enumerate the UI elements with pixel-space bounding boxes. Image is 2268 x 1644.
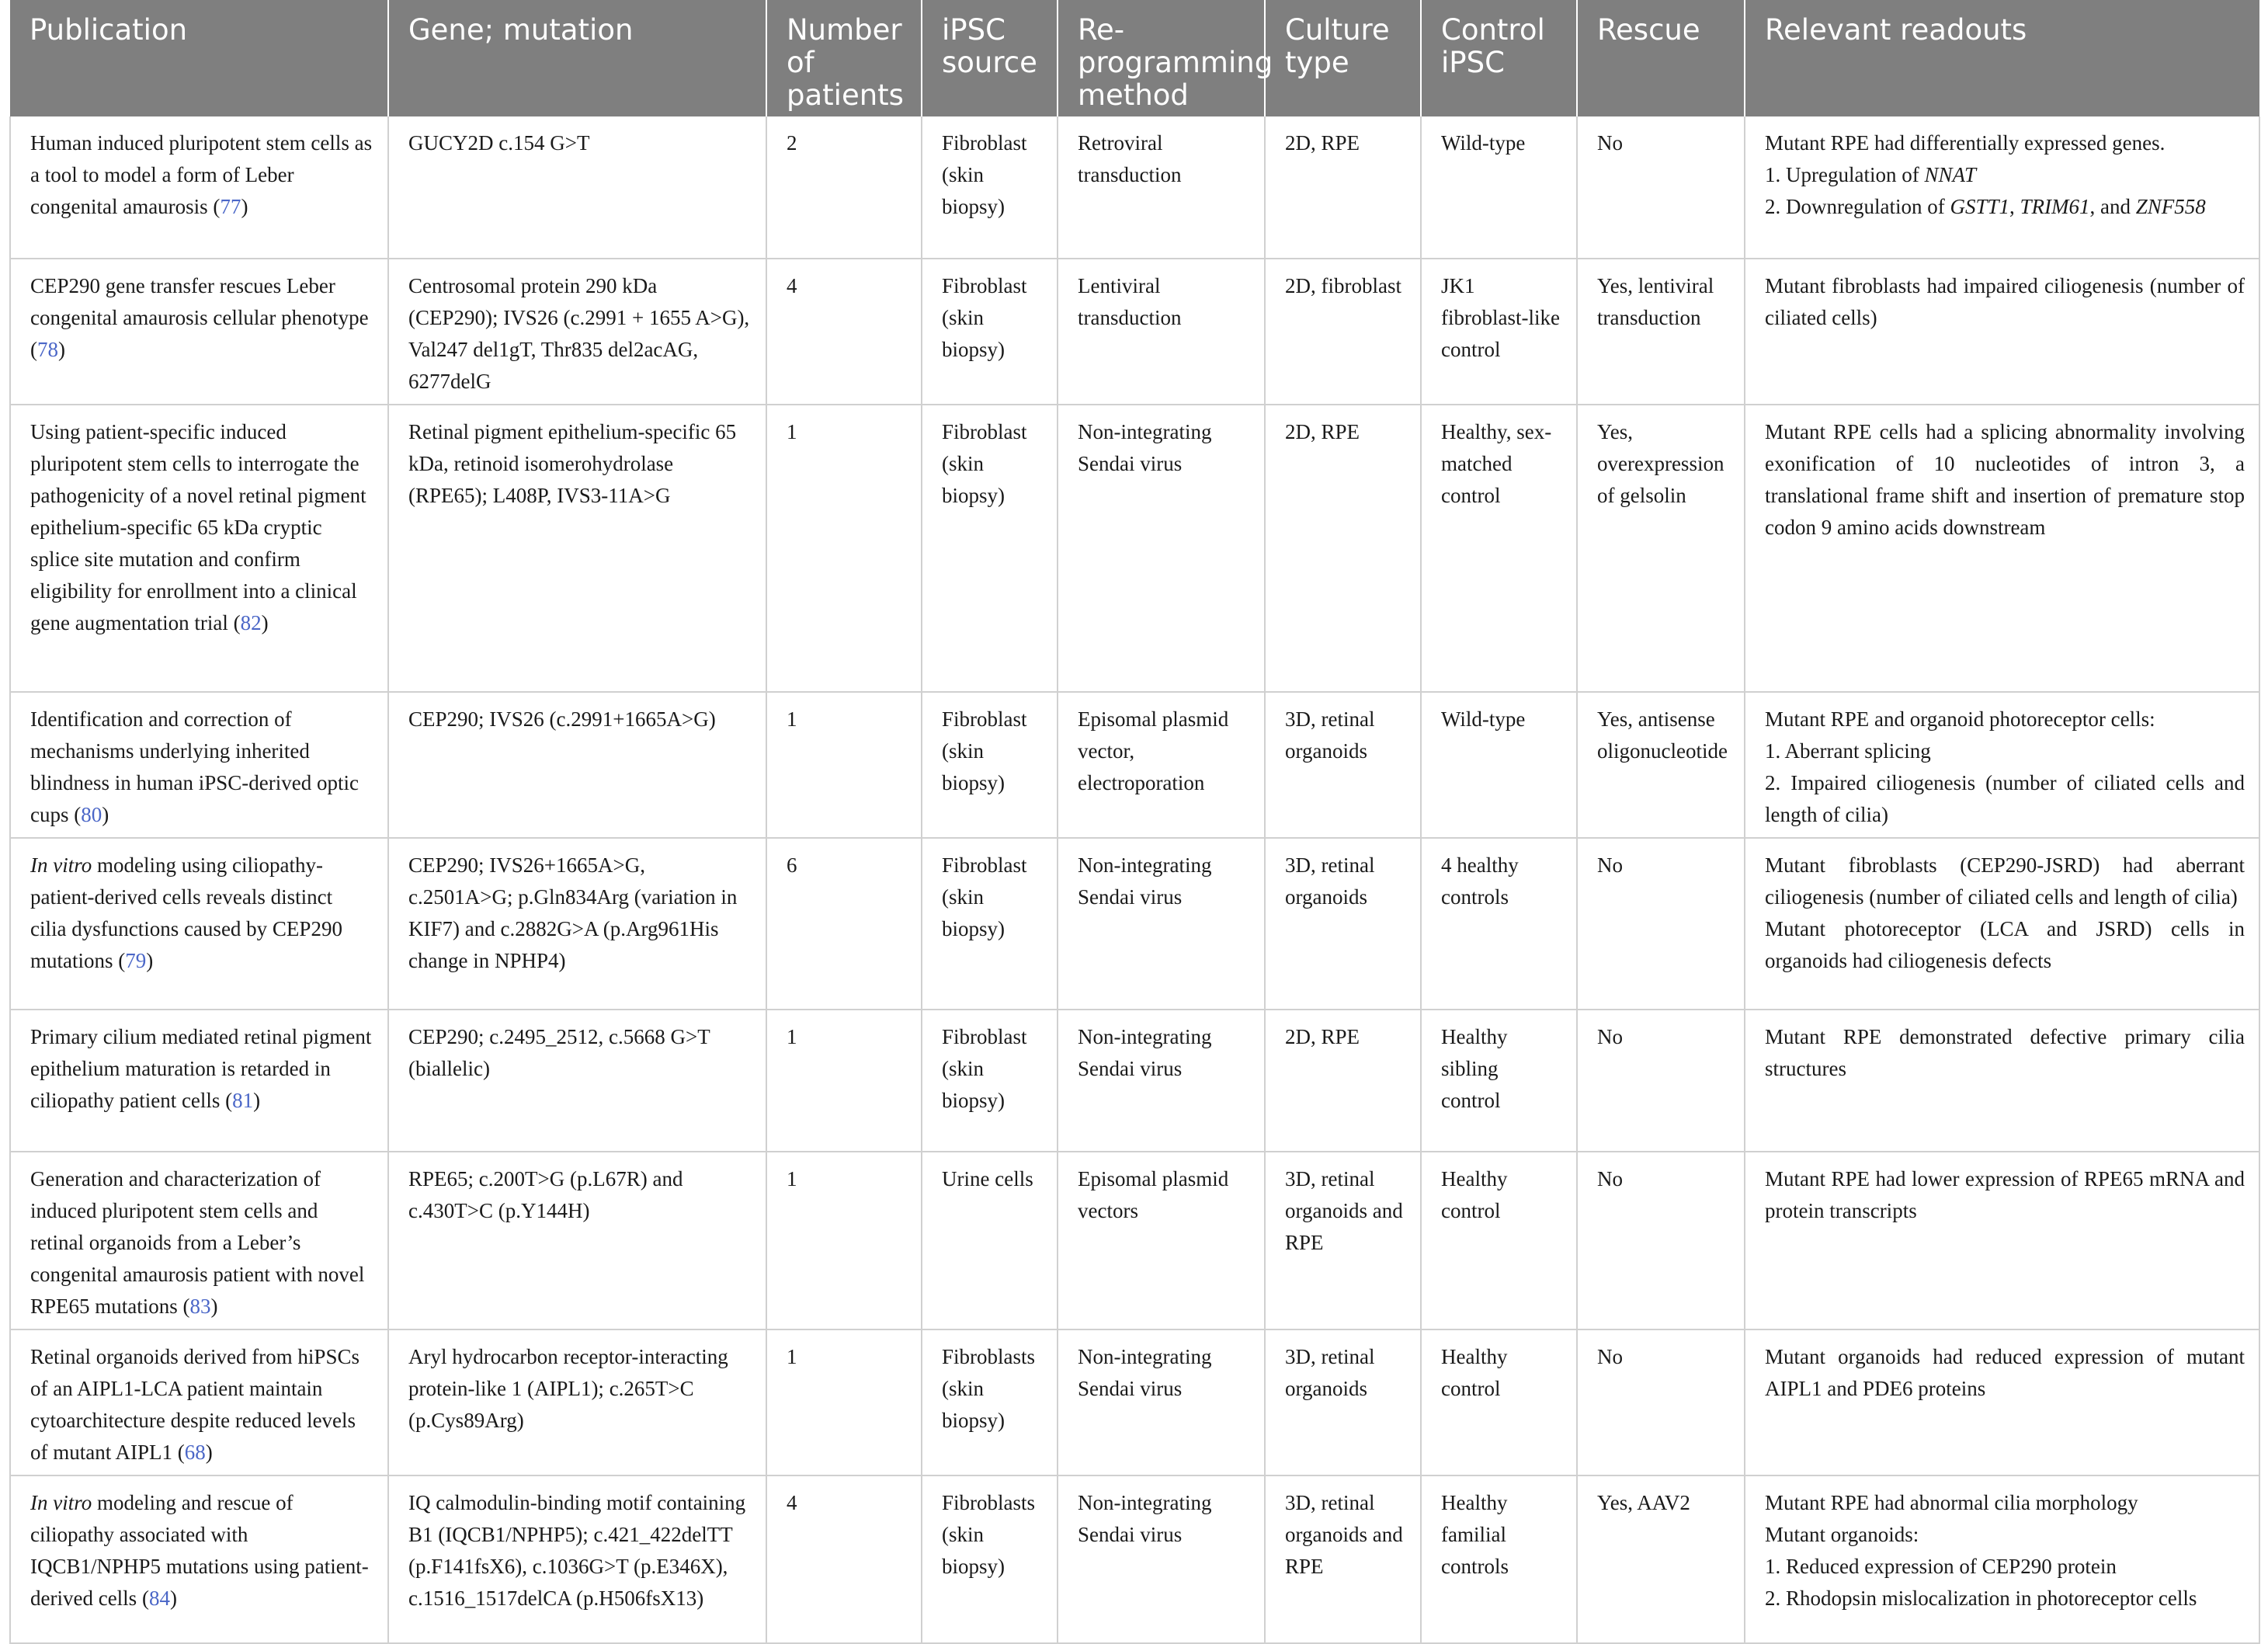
cell-reprogramming-method: Non-integrating Sendai virus <box>1058 1329 1265 1475</box>
reference-link[interactable]: 77 <box>220 195 241 218</box>
cell-rescue: Yes, lentiviral transduction <box>1577 259 1745 405</box>
publication-italic-prefix: In vitro <box>30 853 92 877</box>
readout-line: 2. Impaired ciliogenesis (number of ciliated cells and length of cilia) <box>1765 771 2245 826</box>
readout-line: Mutant RPE and organoid photoreceptor cells: <box>1765 707 2155 731</box>
cell-publication: CEP290 gene transfer rescues Leber congenital amaurosis cellular phenotype (78) <box>10 259 388 405</box>
cell-rescue: Yes, overexpression of gelsolin <box>1577 405 1745 692</box>
table-row <box>10 1329 2259 1475</box>
cell-publication: In vitro modeling and rescue of ciliopathy associated with IQCB1/NPHP5 mutations using patient-derived cells (84) <box>10 1475 388 1643</box>
cell-culture-type: 3D, retinal organoids <box>1265 838 1421 1010</box>
reference-link[interactable]: 81 <box>232 1089 254 1112</box>
cell-number-of-patients: 2 <box>766 116 922 259</box>
header-ipsc-source: iPSC source <box>922 0 1058 116</box>
cell-rescue: No <box>1577 838 1745 1010</box>
cell-culture-type: 3D, retinal organoids and RPE <box>1265 1475 1421 1643</box>
cell-ipsc-source: Fibroblast (skin biopsy) <box>922 692 1058 838</box>
readout-line: Mutant RPE demonstrated defective primary cilia structures <box>1765 1025 2245 1080</box>
cell-ipsc-source: Fibroblasts (skin biopsy) <box>922 1329 1058 1475</box>
cell-ipsc-source: Fibroblast (skin biopsy) <box>922 116 1058 259</box>
cell-culture-type: 2D, fibroblast <box>1265 259 1421 405</box>
header-gene-mutation: Gene; mutation <box>388 0 766 116</box>
cell-control-ipsc: Healthy control <box>1421 1152 1577 1329</box>
cell-reprogramming-method: Non-integrating Sendai virus <box>1058 838 1265 1010</box>
header-number-of-patients: Number of patients <box>766 0 922 116</box>
cell-reprogramming-method: Lentiviral transduction <box>1058 259 1265 405</box>
cell-culture-type: 2D, RPE <box>1265 116 1421 259</box>
publication-italic-prefix: In vitro <box>30 1491 92 1514</box>
header-rescue: Rescue <box>1577 0 1745 116</box>
header-publication: Publication <box>10 0 388 116</box>
cell-gene-mutation: CEP290; IVS26+1665A>G, c.2501A>G; p.Gln834Arg (variation in KIF7) and c.2882G>A (p.Arg961His change in NPHP4) <box>388 838 766 1010</box>
cell-control-ipsc: Wild-type <box>1421 116 1577 259</box>
cell-culture-type: 3D, retinal organoids <box>1265 692 1421 838</box>
cell-number-of-patients: 4 <box>766 1475 922 1643</box>
cell-gene-mutation: Centrosomal protein 290 kDa (CEP290); IVS26 (c.2991 + 1655 A>G), Val247 del1gT, Thr835 del2acAG, 6277delG <box>388 259 766 405</box>
cell-number-of-patients: 1 <box>766 1010 922 1152</box>
cell-reprogramming-method: Episomal plasmid vectors <box>1058 1152 1265 1329</box>
cell-reprogramming-method: Non-integrating Sendai virus <box>1058 1475 1265 1643</box>
cell-publication: In vitro modeling using ciliopathy-patient-derived cells reveals distinct cilia dysfunctions caused by CEP290 mutations (79) <box>10 838 388 1010</box>
cell-relevant-readouts <box>1745 1010 2259 1152</box>
cell-reprogramming-method: Non-integrating Sendai virus <box>1058 1010 1265 1152</box>
cell-relevant-readouts <box>1745 1329 2259 1475</box>
header-relevant-readouts: Relevant readouts <box>1745 0 2259 116</box>
cell-control-ipsc: Healthy, sex-matched control <box>1421 405 1577 692</box>
reference-link[interactable]: 78 <box>37 338 58 361</box>
reference-link[interactable]: 83 <box>189 1295 211 1318</box>
cell-gene-mutation: CEP290; IVS26 (c.2991+1665A>G) <box>388 692 766 838</box>
header-culture-type: Culture type <box>1265 0 1421 116</box>
cell-relevant-readouts <box>1745 259 2259 405</box>
readout-line: Mutant fibroblasts (CEP290-JSRD) had aberrant ciliogenesis (number of ciliated cells and length of cilia) <box>1765 853 2245 909</box>
cell-gene-mutation: Aryl hydrocarbon receptor-interacting protein-like 1 (AIPL1); c.265T>C (p.Cys89Arg) <box>388 1329 766 1475</box>
cell-number-of-patients: 1 <box>766 1152 922 1329</box>
cell-rescue: Yes, antisense oligonucleotide <box>1577 692 1745 838</box>
cell-reprogramming-method: Episomal plasmid vector, electroporation <box>1058 692 1265 838</box>
readout-line: 1. Upregulation of NNAT <box>1765 163 1976 186</box>
cell-relevant-readouts <box>1745 116 2259 259</box>
cell-culture-type: 2D, RPE <box>1265 405 1421 692</box>
cell-ipsc-source: Fibroblast (skin biopsy) <box>922 838 1058 1010</box>
table-row <box>10 1010 2259 1152</box>
readout-line: Mutant organoids had reduced expression of mutant AIPL1 and PDE6 proteins <box>1765 1345 2245 1400</box>
readout-line: Mutant organoids: <box>1765 1523 1919 1546</box>
cell-culture-type: 2D, RPE <box>1265 1010 1421 1152</box>
cell-gene-mutation: CEP290; c.2495_2512, c.5668 G>T (biallelic) <box>388 1010 766 1152</box>
header-row <box>10 0 2259 116</box>
reference-link[interactable]: 68 <box>184 1441 206 1464</box>
cell-number-of-patients: 1 <box>766 692 922 838</box>
cell-reprogramming-method: Retroviral transduction <box>1058 116 1265 259</box>
cell-publication: Human induced pluripotent stem cells as a tool to model a form of Leber congenital amaurosis (77) <box>10 116 388 259</box>
cell-rescue: No <box>1577 116 1745 259</box>
reference-link[interactable]: 80 <box>81 803 102 826</box>
cell-number-of-patients: 1 <box>766 405 922 692</box>
cell-reprogramming-method: Non-integrating Sendai virus <box>1058 405 1265 692</box>
publication-title: Using patient-specific induced pluripotent stem cells to interrogate the pathogenicity of a novel retinal pigment epithelium-specific 65 kDa cryptic splice site mutation and confirm eligibility for enrollment into a clinical gene augmentation trial ( <box>30 420 366 634</box>
readout-line: 1. Reduced expression of CEP290 protein <box>1765 1555 2117 1578</box>
table-row <box>10 1152 2259 1329</box>
cell-control-ipsc: 4 healthy controls <box>1421 838 1577 1010</box>
publication-table <box>9 0 2260 1644</box>
cell-relevant-readouts <box>1745 1152 2259 1329</box>
cell-ipsc-source: Fibroblast (skin biopsy) <box>922 259 1058 405</box>
cell-relevant-readouts <box>1745 405 2259 692</box>
cell-control-ipsc: Healthy control <box>1421 1329 1577 1475</box>
cell-gene-mutation: RPE65; c.200T>G (p.L67R) and c.430T>C (p.Y144H) <box>388 1152 766 1329</box>
cell-publication: Identification and correction of mechanisms underlying inherited blindness in human iPSC-derived optic cups (80) <box>10 692 388 838</box>
publication-title: Generation and characterization of induced pluripotent stem cells and retinal organoids from a Leber’s congenital amaurosis patient with novel RPE65 mutations ( <box>30 1167 365 1318</box>
table-row <box>10 259 2259 405</box>
table-row <box>10 405 2259 692</box>
publication-title: modeling and rescue of ciliopathy associated with IQCB1/NPHP5 mutations using patient-derived cells ( <box>30 1491 369 1610</box>
publication-title: Human induced pluripotent stem cells as a tool to model a form of Leber congenital amaurosis ( <box>30 131 373 218</box>
cell-culture-type: 3D, retinal organoids and RPE <box>1265 1152 1421 1329</box>
header-reprogramming-method: Re-programming method <box>1058 0 1265 116</box>
header-control-ipsc: Control iPSC <box>1421 0 1577 116</box>
cell-control-ipsc: Wild-type <box>1421 692 1577 838</box>
publication-title: modeling using ciliopathy-patient-derived cells reveals distinct cilia dysfunctions caused by CEP290 mutations ( <box>30 853 342 972</box>
cell-publication: Generation and characterization of induced pluripotent stem cells and retinal organoids from a Leber’s congenital amaurosis patient with novel RPE65 mutations (83) <box>10 1152 388 1329</box>
readout-line: Mutant RPE had differentially expressed genes. <box>1765 131 2166 155</box>
readout-line: Mutant RPE cells had a splicing abnormality involving exonification of 10 nucleotides of intron 3, a translational frame shift and insertion of premature stop codon 9 amino acids downstream <box>1765 420 2245 539</box>
cell-number-of-patients: 6 <box>766 838 922 1010</box>
cell-culture-type: 3D, retinal organoids <box>1265 1329 1421 1475</box>
cell-publication: Retinal organoids derived from hiPSCs of an AIPL1-LCA patient maintain cytoarchitecture despite reduced levels of mutant AIPL1 (68) <box>10 1329 388 1475</box>
cell-ipsc-source: Fibroblast (skin biopsy) <box>922 405 1058 692</box>
cell-publication: Using patient-specific induced pluripotent stem cells to interrogate the pathogenicity of a novel retinal pigment epithelium-specific 65 kDa cryptic splice site mutation and confirm eligibility for enrollment into a clinical gene augmentation trial (82) <box>10 405 388 692</box>
cell-rescue: No <box>1577 1152 1745 1329</box>
reference-link[interactable]: 84 <box>148 1587 170 1610</box>
cell-ipsc-source: Urine cells <box>922 1152 1058 1329</box>
readout-line: Mutant photoreceptor (LCA and JSRD) cells in organoids had ciliogenesis defects <box>1765 917 2245 972</box>
cell-rescue: No <box>1577 1010 1745 1152</box>
publication-title: Retinal organoids derived from hiPSCs of an AIPL1-LCA patient maintain cytoarchitecture despite reduced levels of mutant AIPL1 ( <box>30 1345 359 1464</box>
cell-control-ipsc: Healthy familial controls <box>1421 1475 1577 1643</box>
table-row <box>10 1475 2259 1643</box>
cell-relevant-readouts <box>1745 1475 2259 1643</box>
reference-link[interactable]: 79 <box>125 949 147 972</box>
cell-relevant-readouts <box>1745 838 2259 1010</box>
cell-control-ipsc: Healthy sibling control <box>1421 1010 1577 1152</box>
table-row <box>10 116 2259 259</box>
readout-line: 2. Downregulation of GSTT1, TRIM61, and ZNF558 <box>1765 195 2206 218</box>
publication-title: Primary cilium mediated retinal pigment epithelium maturation is retarded in ciliopathy patient cells ( <box>30 1025 372 1112</box>
publication-table-container <box>9 0 2259 1644</box>
readout-line: Mutant RPE had abnormal cilia morphology <box>1765 1491 2138 1514</box>
table-row <box>10 838 2259 1010</box>
cell-control-ipsc: JK1 fibroblast-like control <box>1421 259 1577 405</box>
cell-number-of-patients: 1 <box>766 1329 922 1475</box>
cell-relevant-readouts <box>1745 692 2259 838</box>
readout-line: Mutant RPE had lower expression of RPE65 mRNA and protein transcripts <box>1765 1167 2245 1222</box>
reference-link[interactable]: 82 <box>240 611 262 634</box>
publication-title: CEP290 gene transfer rescues Leber congenital amaurosis cellular phenotype ( <box>30 274 369 361</box>
cell-number-of-patients: 4 <box>766 259 922 405</box>
cell-ipsc-source: Fibroblasts (skin biopsy) <box>922 1475 1058 1643</box>
publication-title: Identification and correction of mechanisms underlying inherited blindness in human iPSC-derived optic cups ( <box>30 707 359 826</box>
cell-gene-mutation: Retinal pigment epithelium-specific 65 kDa, retinoid isomerohydrolase (RPE65); L408P, IVS3-11A>G <box>388 405 766 692</box>
cell-gene-mutation: IQ calmodulin-binding motif containing B1 (IQCB1/NPHP5); c.421_422delTT (p.F141fsX6), c.1036G>T (p.E346X), c.1516_1517delCA (p.H506fsX13) <box>388 1475 766 1643</box>
table-row <box>10 692 2259 838</box>
cell-rescue: No <box>1577 1329 1745 1475</box>
readout-line: 1. Aberrant splicing <box>1765 739 1931 763</box>
cell-rescue: Yes, AAV2 <box>1577 1475 1745 1643</box>
readout-line: 2. Rhodopsin mislocalization in photoreceptor cells <box>1765 1587 2197 1610</box>
cell-gene-mutation: GUCY2D c.154 G>T <box>388 116 766 259</box>
cell-publication: Primary cilium mediated retinal pigment epithelium maturation is retarded in ciliopathy patient cells (81) <box>10 1010 388 1152</box>
readout-line: Mutant fibroblasts had impaired ciliogenesis (number of ciliated cells) <box>1765 274 2245 329</box>
cell-ipsc-source: Fibroblast (skin biopsy) <box>922 1010 1058 1152</box>
